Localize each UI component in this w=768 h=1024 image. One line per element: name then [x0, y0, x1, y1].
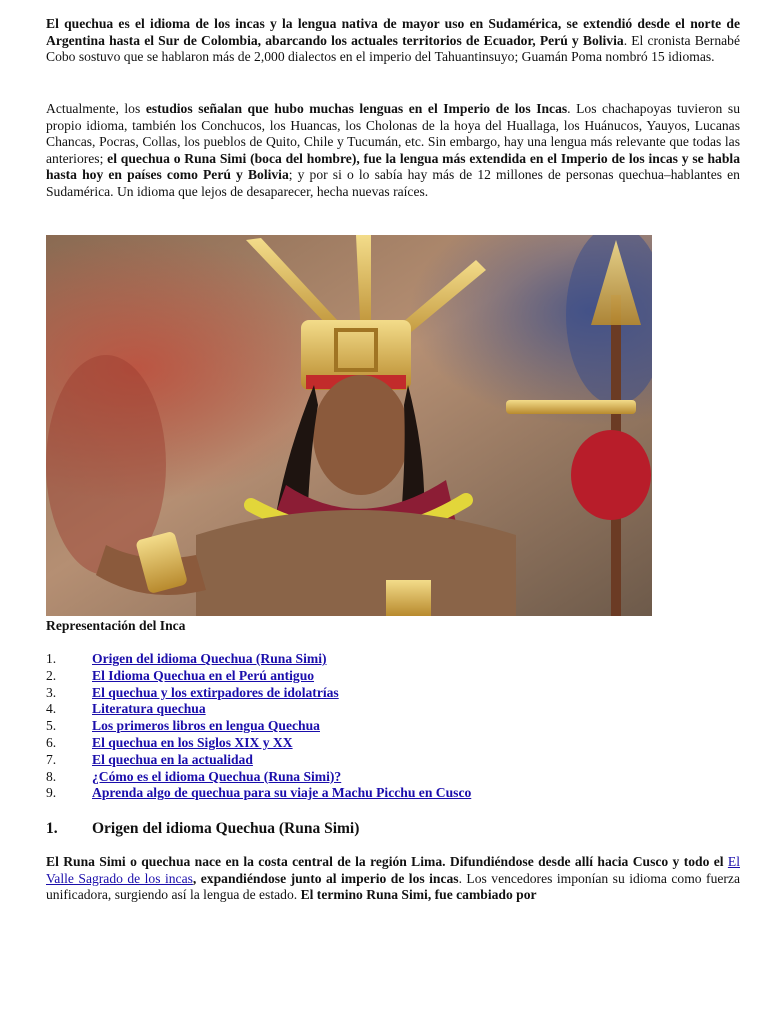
toc-item	[46, 701, 746, 718]
toc-item	[46, 785, 746, 802]
toc-item	[46, 685, 746, 702]
toc-number: 3.	[46, 684, 57, 700]
toc-item	[46, 752, 746, 769]
toc-item	[46, 718, 746, 735]
toc-link[interactable]: Aprenda algo de quechua para su viaje a Machu Picchu en Cusco	[92, 785, 472, 801]
toc-link[interactable]: Origen del idioma Quechua (Runa Simi)	[92, 651, 327, 666]
toc-number: 8.	[46, 768, 57, 784]
section-paragraph	[46, 854, 740, 904]
section-title: Origen del idioma Quechua (Runa Simi)	[92, 820, 360, 837]
intro-text: ; y por si o lo sabía hay más de 12 millones de personas quechua–hablantes en Sudamérica. Un idioma que lejos de desaparecer, hecha nuevas raíces.	[46, 167, 740, 199]
intro-paragraph-2	[46, 101, 740, 201]
toc-link[interactable]: El quechua en la actualidad	[92, 751, 253, 767]
toc-number: 4.	[46, 701, 57, 717]
table-of-contents	[46, 651, 746, 802]
section-bold-text: El termino Runa Simi, fue cambiado por	[300, 887, 537, 903]
toc-link[interactable]: Literatura quechua	[92, 701, 206, 717]
intro-bold-text: estudios señalan que hubo muchas lenguas en el Imperio de los Incas	[145, 101, 568, 116]
toc-item	[46, 668, 746, 685]
toc-number: 9.	[46, 785, 57, 801]
section-bold-text: , expandiéndose junto al imperio de los incas	[192, 870, 459, 886]
toc-number: 1.	[46, 651, 57, 666]
intro-bold-text: el quechua o Runa Simi (boca del hombre), fue la lengua más extendida en el Imperio de los incas y se habla hasta hoy en países como Perú y Bolivia	[46, 150, 740, 183]
toc-number: 7.	[46, 751, 57, 767]
toc-link[interactable]: El Idioma Quechua en el Perú antiguo	[92, 667, 315, 683]
section-text: . Los vencedores imponían su idioma como fuerza unificadora, surgiendo así la lengua de estado.	[46, 870, 740, 903]
intro-text: . Los chachapoyas tuvieron su propio idioma, también los Conchucos, los Huancas, los Cholonas de la hoya del Huallaga, los Huánucos, Yauyos, Lucanas Chancas, Pocras, Collas, los pueblos de Quito, Chile y Tucumán, etc. Sin embargo, hay una lengua más relevante que todas las anteriores;	[46, 101, 740, 166]
intro-text: . El cronista Bernabé Cobo sostuvo que se hablaron más de 2,000 dialectos en el imperio del Tahuantinsuyo; Guamán Poma nombró 15 idiomas.	[46, 32, 740, 65]
section-heading	[46, 820, 359, 838]
toc-item	[46, 651, 746, 668]
intro-bold-text: El quechua es el idioma de los incas y la lengua nativa de mayor uso en Sudamérica, se extendió desde el norte de Argentina hasta el Sur de Colombia, abarcando los actuales territorios de Ecuador, Perú y Bolivia	[46, 16, 740, 48]
inca-photo	[46, 235, 652, 616]
intro-paragraph-1	[46, 16, 740, 66]
section-bold-text: El Runa Simi o quechua nace en la costa central de la región Lima. Difundiéndose desde allí hacia Cusco y todo el	[46, 854, 728, 869]
toc-number: 6.	[46, 734, 57, 750]
toc-number: 2.	[46, 667, 57, 683]
toc-item	[46, 769, 746, 786]
toc-item	[46, 735, 746, 752]
intro-text: Actualmente, los	[46, 101, 146, 116]
toc-link[interactable]: Los primeros libros en lengua Quechua	[92, 718, 320, 734]
valle-sagrado-link[interactable]: El Valle Sagrado de los incas	[46, 854, 740, 886]
section-number: 1.	[46, 820, 58, 837]
toc-link[interactable]: El quechua en los Siglos XIX y XX	[92, 734, 293, 750]
image-caption: Representación del Inca	[46, 618, 186, 633]
toc-link[interactable]: ¿Cómo es el idioma Quechua (Runa Simi)?	[92, 768, 342, 784]
toc-link[interactable]: El quechua y los extirpadores de idolatrías	[92, 684, 339, 700]
toc-number: 5.	[46, 718, 57, 734]
